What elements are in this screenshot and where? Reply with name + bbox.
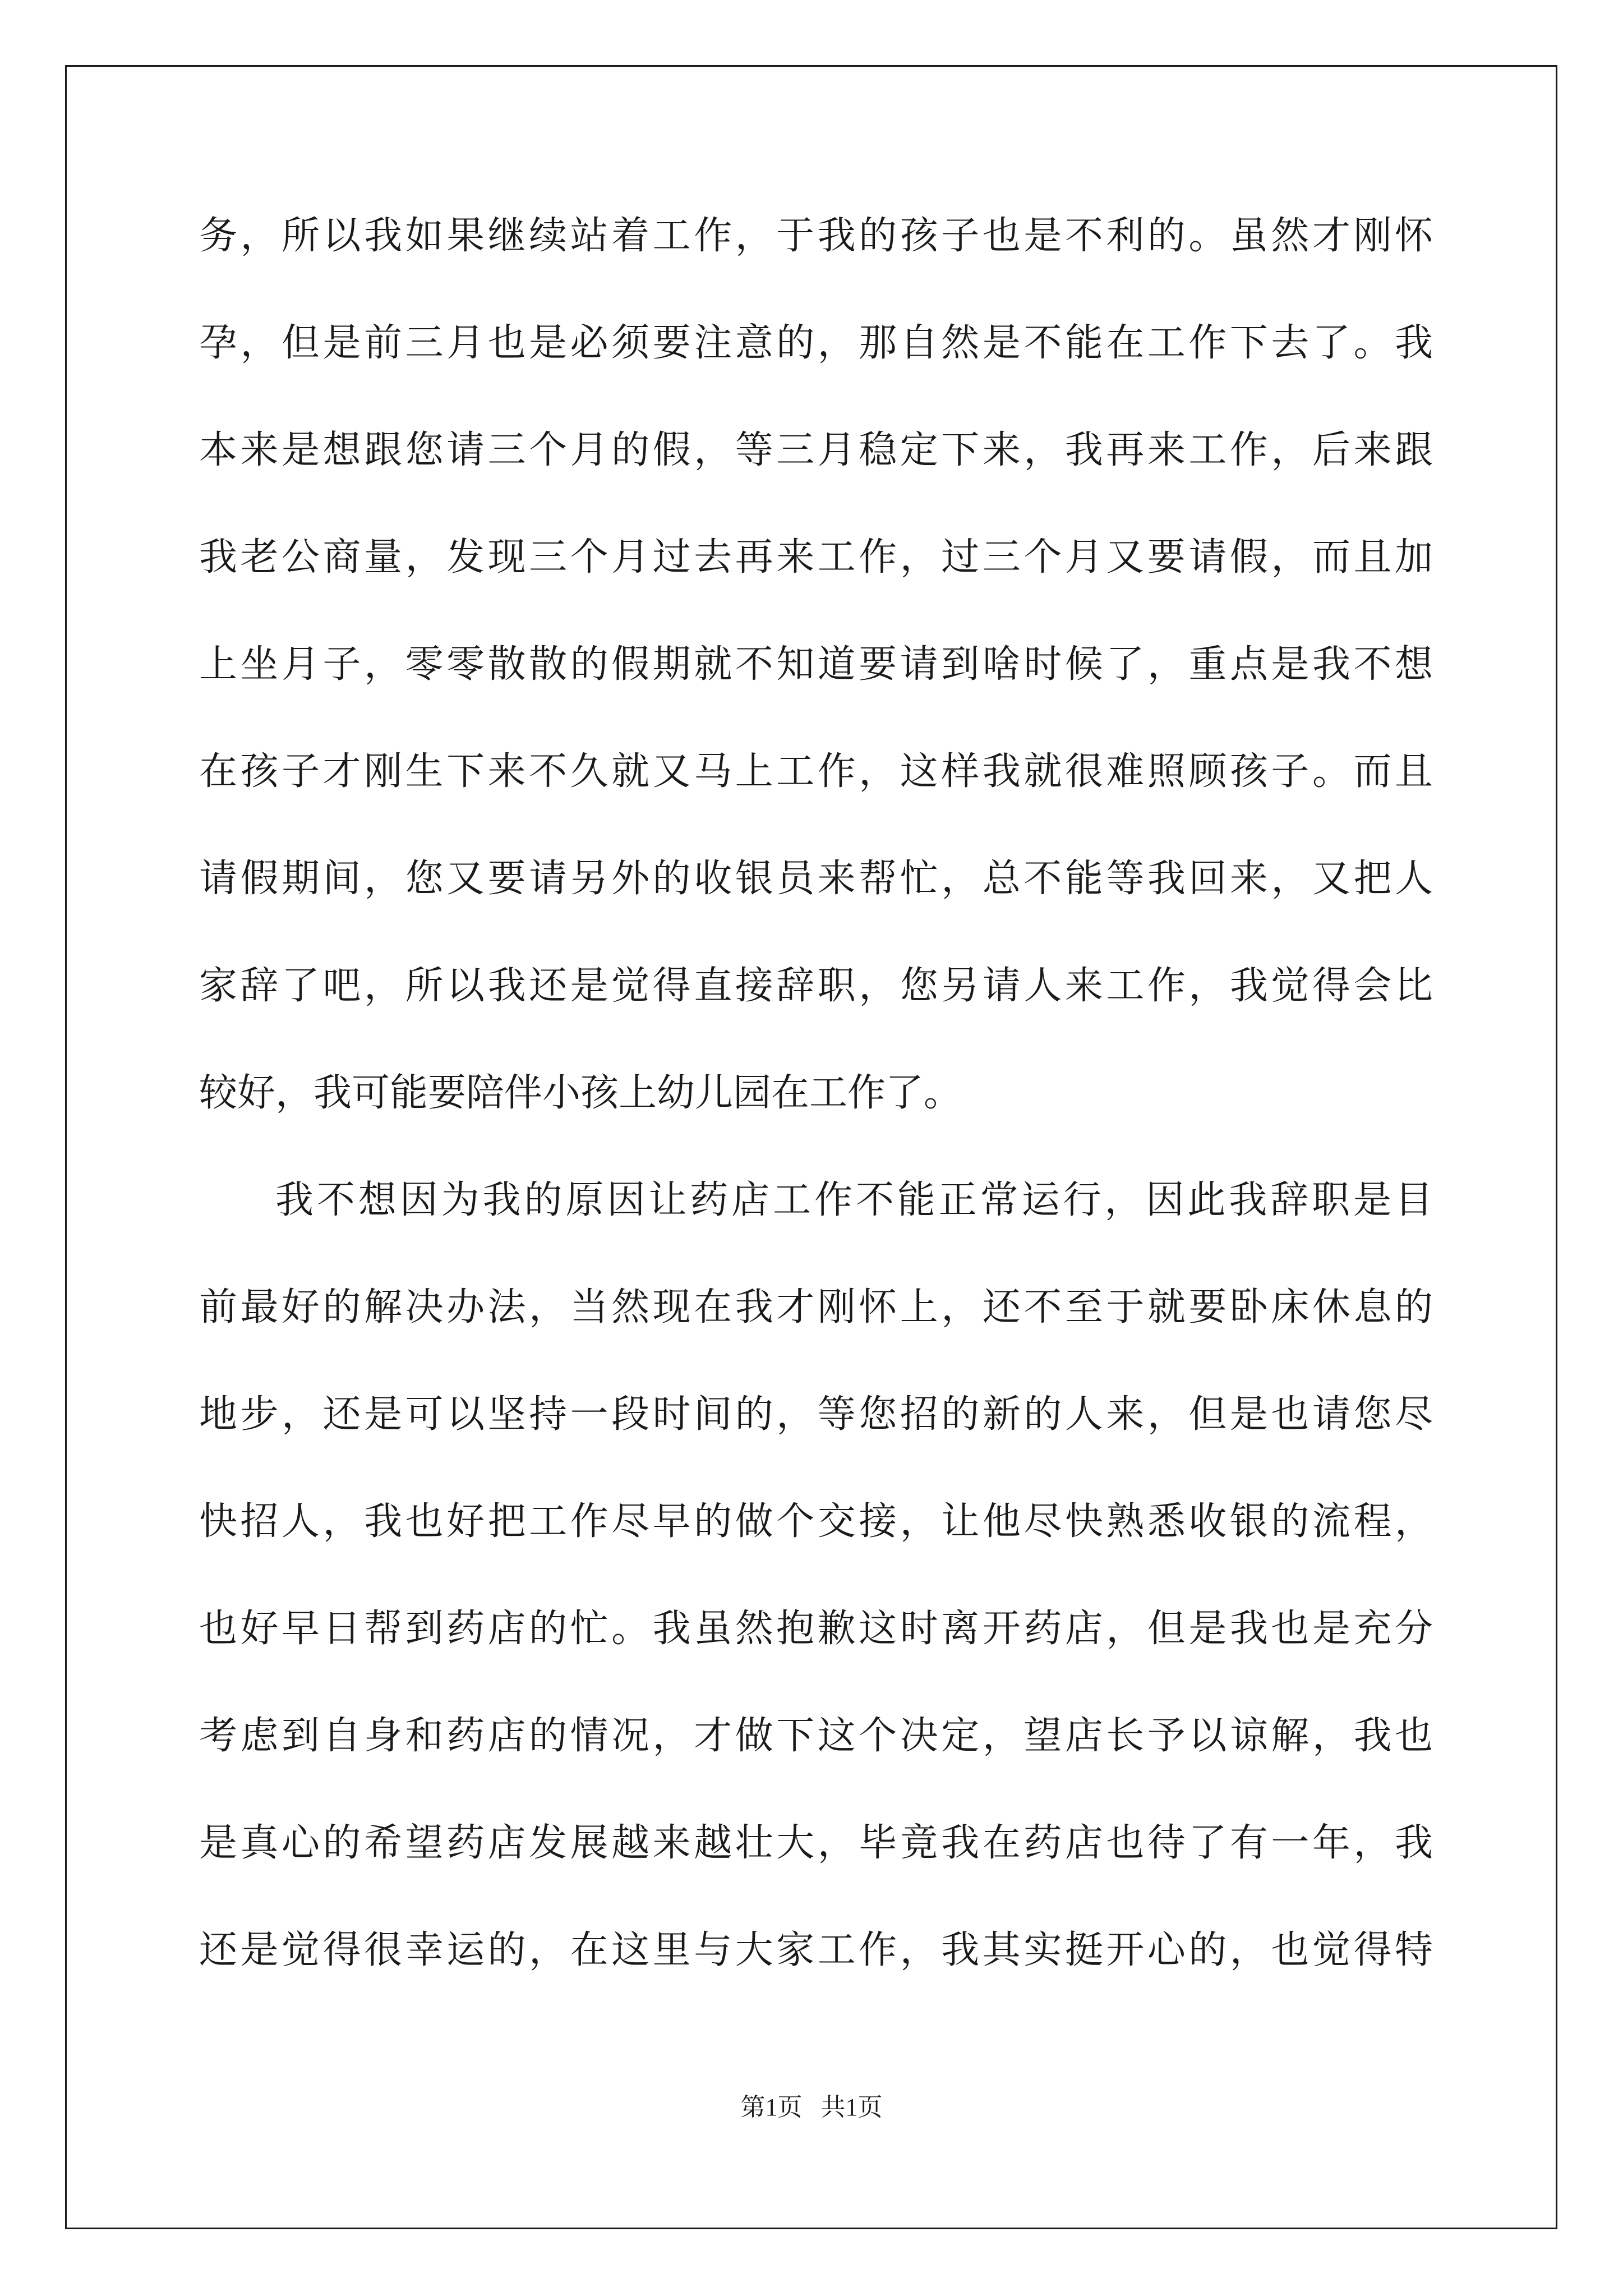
text-line: 请假期间，您又要请另外的收银员来帮忙，总不能等我回来，又把人 [199, 857, 1433, 901]
text-line: 本来是想跟您请三个月的假，等三月稳定下来，我再来工作，后来跟 [199, 428, 1433, 472]
text-line: 是真心的希望药店发展越来越壮大，毕竟我在药店也待了有一年，我 [199, 1821, 1433, 1865]
text-line: 家辞了吧，所以我还是觉得直接辞职，您另请人来工作，我觉得会比 [199, 964, 1433, 1008]
text-line: 地步，还是可以坚持一段时间的，等您招的新的人来，但是也请您尽 [199, 1392, 1433, 1437]
text-line: 也好早日帮到药店的忙。我虽然抱歉这时离开药店，但是我也是充分 [199, 1607, 1433, 1651]
text-line: 孕，但是前三月也是必须要注意的，那自然是不能在工作下去了。我 [199, 321, 1433, 365]
text-line: 务，所以我如果继续站着工作，于我的孩子也是不利的。虽然才刚怀 [199, 214, 1433, 258]
text-line: 在孩子才刚生下来不久就又马上工作，这样我就很难照顾孩子。而且 [199, 749, 1433, 794]
text-line: 还是觉得很幸运的，在这里与大家工作，我其实挺开心的，也觉得特 [199, 1928, 1433, 1972]
text-line: 前最好的解决办法，当然现在我才刚怀上，还不至于就要卧床休息的 [199, 1285, 1433, 1329]
document-body [199, 216, 1433, 2037]
text-line: 我老公商量，发现三个月过去再来工作，过三个月又要请假，而且加 [199, 535, 1433, 579]
page-number: 第1页 共1页 [740, 2093, 883, 2121]
text-line: 考虑到自身和药店的情况，才做下这个决定，望店长予以谅解，我也 [199, 1714, 1433, 1758]
text-line: 上坐月子，零零散散的假期就不知道要请到啥时候了，重点是我不想 [199, 642, 1433, 687]
text-line: 我不想因为我的原因让药店工作不能正常运行，因此我辞职是目 [275, 1178, 1433, 1222]
text-line: 快招人，我也好把工作尽早的做个交接，让他尽快熟悉收银的流程， [199, 1499, 1433, 1544]
text-line: 较好，我可能要陪伴小孩上幼儿园在工作了。 [199, 1071, 962, 1115]
